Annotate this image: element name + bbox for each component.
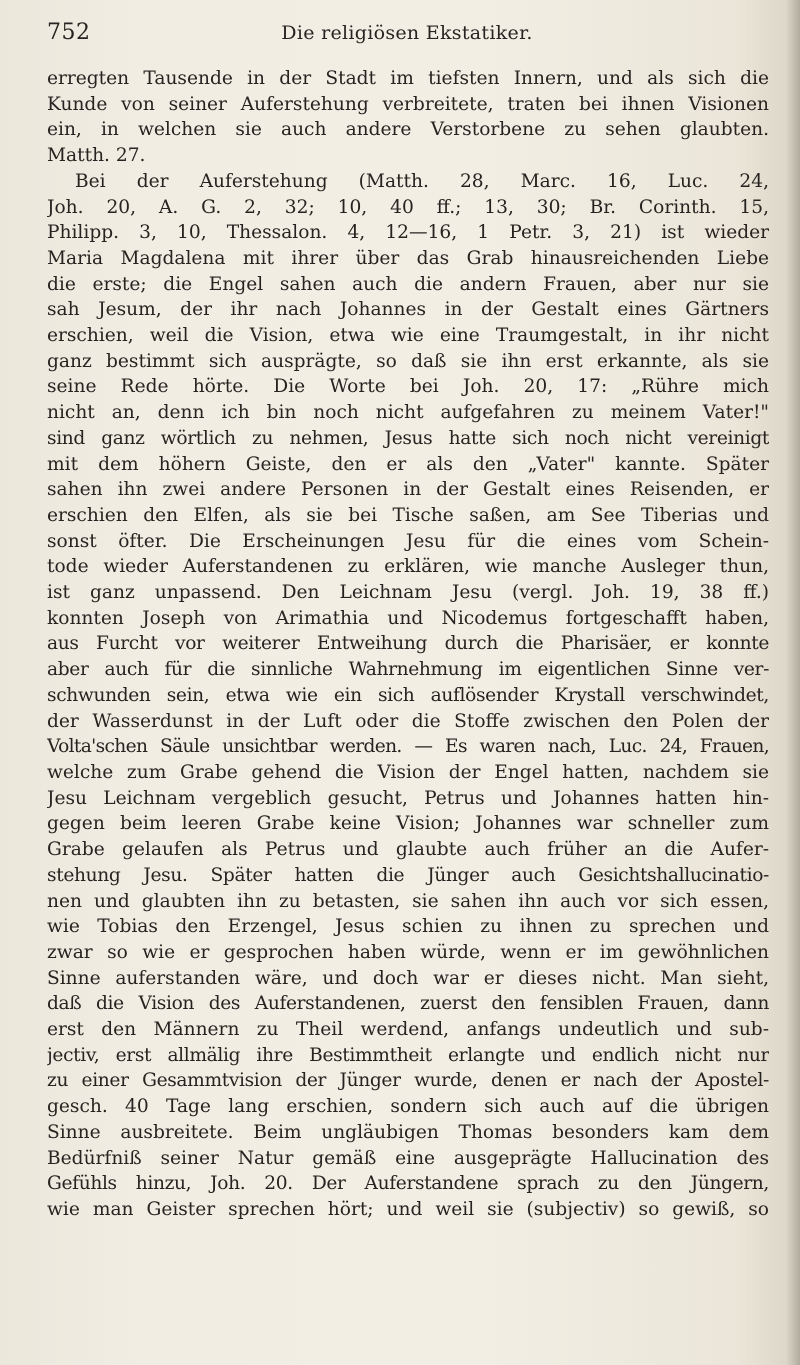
text-line: sah Jesum, der ihr nach Johannes in der Gestalt eines Gärtners: [47, 299, 769, 321]
text-line: zwar so wie er gesprochen haben würde, wenn er im gewöhnlichen: [47, 941, 769, 963]
running-head: [47, 20, 767, 50]
text-line: erst den Männern zu Theil werdend, anfangs undeutlich und sub-: [47, 1019, 769, 1041]
text-line: daß die Vision des Auferstandenen, zuerst den fensiblen Frauen, dann: [47, 993, 769, 1015]
text-line: Matth. 27.: [47, 145, 146, 167]
text-line: sind ganz wörtlich zu nehmen, Jesus hatte sich noch nicht vereinigt: [47, 427, 769, 449]
text-line: wie man Geister sprechen hört; und weil sie (subjectiv) so gewiß, so: [47, 1198, 769, 1220]
text-line: die erste; die Engel sahen auch die andern Frauen, aber nur sie: [47, 273, 769, 295]
text-line: welche zum Grabe gehend die Vision der Engel hatten, nachdem sie: [47, 761, 769, 783]
text-line: zu einer Gesammtvision der Jünger wurde, denen er nach der Apostel-: [47, 1070, 769, 1092]
text-line: seine Rede hörte. Die Worte bei Joh. 20, 17: „Rühre mich: [47, 376, 769, 398]
text-line: gesch. 40 Tage lang erschien, sondern sich auch auf die übrigen: [47, 1096, 769, 1118]
text-line: Maria Magdalena mit ihrer über das Grab hinausreichenden Liebe: [47, 247, 769, 269]
text-line: ganz bestimmt sich ausprägte, so daß sie ihn erst erkannte, als sie: [47, 350, 769, 372]
text-line: konnten Joseph von Arimathia und Nicodemus fortgeschafft haben,: [47, 607, 769, 629]
text-line: Joh. 20, A. G. 2, 32; 10, 40 ff.; 13, 30; Br. Corinth. 15,: [47, 196, 769, 218]
text-line: Bedürfniß seiner Natur gemäß eine ausgeprägte Hallucination des: [47, 1147, 769, 1169]
running-head-title: Die religiösen Ekstatiker.: [281, 22, 533, 44]
text-line: Philipp. 3, 10, Thessalon. 4, 12—16, 1 Petr. 3, 21) ist wieder: [47, 222, 769, 244]
text-line: sahen ihn zwei andere Personen in der Gestalt eines Reisenden, er: [47, 479, 769, 501]
text-line: erregten Tausende in der Stadt im tiefsten Innern, und als sich die: [47, 68, 769, 89]
text-line: Volta'schen Säule unsichtbar werden. — Es waren nach, Luc. 24, Frauen,: [47, 736, 769, 758]
text-line: tode wieder Auferstandenen zu erklären, wie manche Ausleger thun,: [47, 556, 769, 578]
text-line: Jesu Leichnam vergeblich gesucht, Petrus und Johannes hatten hin-: [47, 787, 769, 809]
text-line: stehung Jesu. Später hatten die Jünger auch Gesichtshallucinatio-: [47, 864, 769, 886]
text-line: der Wasserdunst in der Luft oder die Stoffe zwischen den Polen der: [47, 710, 769, 732]
text-line: Sinne ausbreitete. Beim ungläubigen Thomas besonders kam dem: [47, 1121, 769, 1143]
text-line: erschien den Elfen, als sie bei Tische saßen, am See Tiberias und: [47, 504, 769, 526]
text-line: Grabe gelaufen als Petrus und glaubte auch früher an die Aufer-: [47, 839, 769, 861]
text-line: nen und glaubten ihn zu betasten, sie sahen ihn auch vor sich essen,: [47, 890, 769, 912]
text-line: ist ganz unpassend. Den Leichnam Jesu (vergl. Joh. 19, 38 ff.): [47, 582, 769, 604]
text-line: erschien, weil die Vision, etwa wie eine Traumgestalt, in ihr nicht: [47, 325, 769, 347]
text-line: ein, in welchen sie auch andere Verstorbene zu sehen glaubten.: [47, 119, 769, 141]
page-edge-shadow: [786, 0, 800, 1365]
text-line: wie Tobias den Erzengel, Jesus schien zu ihnen zu sprechen und: [47, 916, 769, 938]
body-text: [47, 66, 769, 1223]
text-line: Gefühls hinzu, Joh. 20. Der Auferstandene sprach zu den Jüngern,: [47, 1173, 769, 1195]
text-line: mit dem höhern Geiste, den er als den „Vater" kannte. Später: [47, 453, 769, 475]
page-number: 752: [47, 20, 91, 45]
text-line: sonst öfter. Die Erscheinungen Jesu für die eines vom Schein-: [47, 530, 769, 552]
text-line: Sinne auferstanden wäre, und doch war er dieses nicht. Man sieht,: [47, 967, 769, 989]
text-line: Kunde von seiner Auferstehung verbreitete, traten bei ihnen Visionen: [47, 93, 769, 115]
text-line: Bei der Auferstehung (Matth. 28, Marc. 16, Luc. 24,: [75, 170, 769, 192]
text-line: nicht an, denn ich bin noch nicht aufgefahren zu meinem Vater!": [47, 402, 769, 424]
text-line: gegen beim leeren Grabe keine Vision; Johannes war schneller zum: [47, 813, 769, 835]
text-line: jectiv, erst allmälig ihre Bestimmtheit erlangte und endlich nicht nur: [47, 1044, 769, 1066]
text-line: schwunden sein, etwa wie ein sich auflösender Krystall verschwindet,: [47, 684, 769, 706]
text-line: aber auch für die sinnliche Wahrnehmung im eigentlichen Sinne ver-: [47, 659, 769, 681]
text-line: aus Furcht vor weiterer Entweihung durch die Pharisäer, er konnte: [47, 633, 769, 655]
